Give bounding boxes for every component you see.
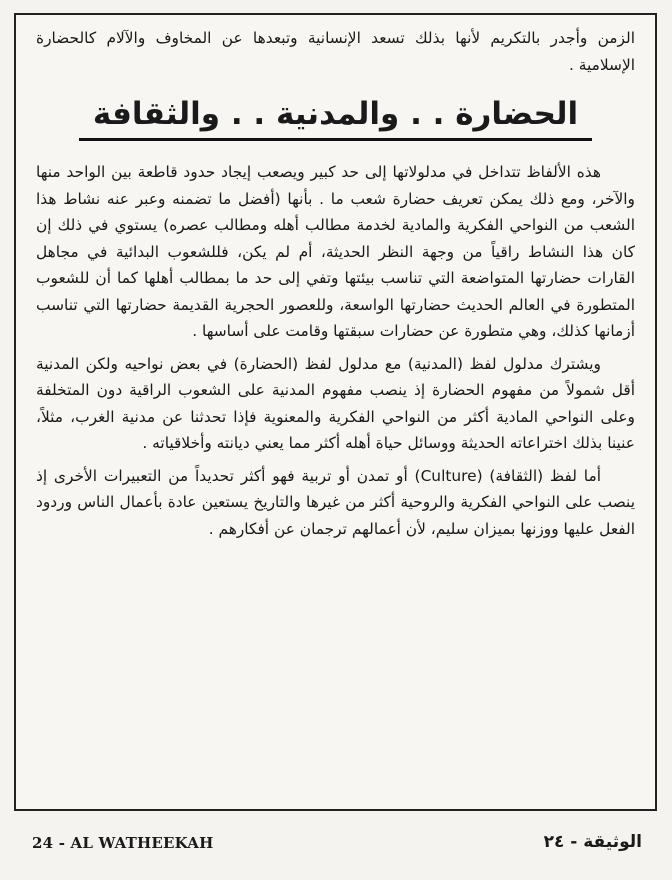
- section-title: الحضارة . . والمدنية . . والثقافة: [79, 92, 592, 141]
- article-body: [36, 25, 635, 548]
- footer-page-number-arabic: الوثيقة - ٢٤: [543, 832, 642, 852]
- paragraph-civilization: هذه الألفاظ تتداخل في مدلولاتها إلى حد كبير ويصعب إيجاد حدود قاطعة بين الواحد منها والآخر، ومع ذلك يمكن تعريف حضارة شعب ما . بأنها (أفضل ما تضمنه وعبر عنه نشاط هذا الشعب من النواحي الفكرية والمادية لخدمة مطالب أهله ومطالب عصره) يستوي في ذلك إن كان هذا النشاط راقياً من وجهة النظر الحديثة، أم لم يكن، فللشعوب البدائية في مجاهل القارات حضارتها المتواضعة التي تناسب بيئتها وتفي إلى حد ما بمطالب أهلها كما أن للشعوب المتطورة في العالم الحديث حضارتها الواسعة، وللعصور الحجرية القديمة حضارتها التي تناسب أزمانها كذلك، وهي متطورة عن حضارات سبقتها وقامت على أساسها .: [36, 163, 635, 340]
- paragraph-urbanity: ويشترك مدلول لفظ (المدنية) مع مدلول لفظ (الحضارة) في بعض نواحيه ولكن المدنية أقل شمولاً من مفهوم الحضارة إذ ينصب مفهوم المدنية على الشعوب الراقية دون المتخلفة وعلى النواحي المادية أكثر من النواحي الفكرية والمعنوية فإذا تحدثنا عن مدنية الغرب، مثلاً، عنينا بذلك اختراعاته الحديثة ووسائل حياة أهله أكثر مما يعني ديانته وأخلاقياته .: [36, 354, 635, 452]
- page-frame: [14, 13, 657, 811]
- title-block: [36, 92, 635, 141]
- footer-page-number-latin: 24 - AL WATHEEKAH: [32, 834, 214, 852]
- intro-text: الزمن وأجدر بالتكريم لأنها بذلك تسعد الإنسانية وتبعدها عن المخاوف والآلام كالحضارة الإسلامية .: [36, 29, 635, 74]
- paragraph-culture: أما لفظ (الثقافة) (Culture) أو تمدن أو تربية فهو أكثر تحديداً من التعبيرات الأخرى إذ ينصب على النواحي الفكرية والروحية أكثر من غيرها والتاريخ يستعين عادة بأعمال الناس وردود الفعل عليها ووزنها بميزان سليم، لأن أعمالهم ترجمان عن أفكارهم .: [36, 466, 635, 538]
- page-footer: [0, 832, 672, 862]
